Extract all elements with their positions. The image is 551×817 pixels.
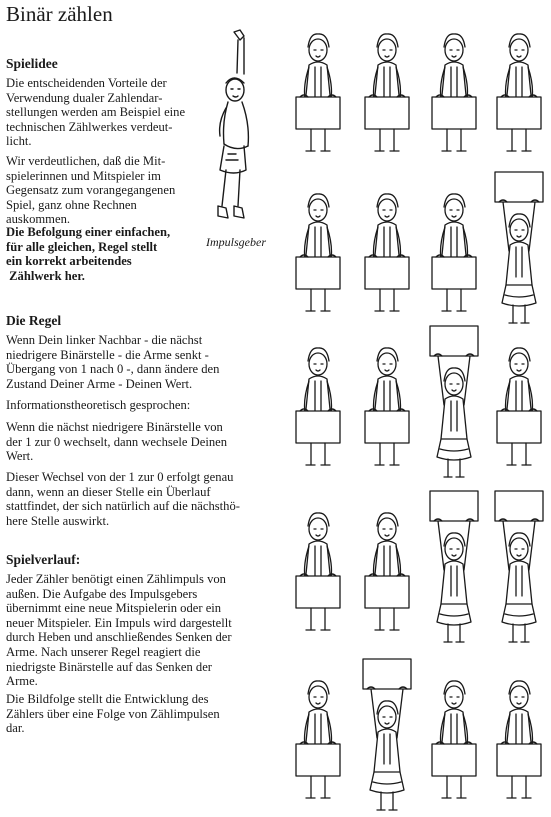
- text-line: technischen Zählwerkes verdeut-: [6, 119, 173, 134]
- spielidee-paragraph-3: [6, 225, 216, 283]
- counter-figure-arms-down: [489, 8, 549, 163]
- counter-figure-arms-down: [288, 8, 348, 163]
- text-line: Arme.: [6, 674, 38, 689]
- text-line: Wir verdeutlichen, daß die Mit-: [6, 154, 166, 168]
- text-line: der 1 zur 0 wechselt, dann wechsele Deinen: [6, 434, 227, 449]
- counter-figure-arms-raised: [424, 487, 484, 642]
- text-line: neuer Mitspieler. Ein Impuls wird dargestellt: [6, 615, 232, 630]
- counter-figure-arms-raised: [424, 322, 484, 477]
- text-line: auskommen.: [6, 212, 71, 227]
- regel-paragraph-1: [6, 333, 281, 391]
- text-line: niedrigste Binärstelle auf das Senken der: [6, 659, 212, 674]
- counter-figure-arms-down: [424, 8, 484, 163]
- text-line: Wenn die nächst niedrigere Binärstelle von: [6, 420, 223, 434]
- text-line: here Stelle auswirkt.: [6, 513, 110, 528]
- text-line: durch Heben und anschließendes Senken der: [6, 630, 232, 645]
- spielverlauf-paragraph-2: [6, 692, 281, 736]
- impulse-giver-label: Impulsgeber: [206, 235, 266, 249]
- text-line: Wert.: [6, 449, 34, 464]
- regel-paragraph-2: [6, 398, 281, 413]
- text-line: Wenn Dein linker Nachbar - die nächst: [6, 333, 203, 347]
- text-line: licht.: [6, 134, 32, 149]
- heading-spielidee: Spielidee: [6, 56, 58, 71]
- text-line: Die entscheidenden Vorteile der: [6, 76, 167, 90]
- text-line: stellungen werden am Beispiel eine: [6, 105, 186, 120]
- spielidee-paragraph-2: [6, 154, 206, 227]
- text-line: Die Befolgung einer einfachen,: [6, 225, 171, 239]
- text-line: Gegensatz zum vorangegangenen: [6, 183, 176, 198]
- counter-figure-arms-down: [357, 487, 417, 642]
- counter-figure-arms-down: [489, 322, 549, 477]
- spielverlauf-paragraph-1: [6, 572, 281, 689]
- heading-spielverlauf: Spielverlauf:: [6, 552, 81, 567]
- heading-regel: Die Regel: [6, 313, 62, 328]
- text-line: stattfindet, der sich natürlich auf die nächsthö-: [6, 499, 240, 514]
- counter-figure-arms-down: [424, 168, 484, 323]
- counter-figure-arms-down: [357, 8, 417, 163]
- text-line: Jeder Zähler benötigt einen Zählimpuls von: [6, 572, 226, 586]
- counter-figure-arms-down: [288, 487, 348, 642]
- impulse-giver-figure: [204, 28, 264, 233]
- text-line: dar.: [6, 721, 25, 736]
- counter-figure-arms-down: [288, 168, 348, 323]
- counter-figure-arms-raised: [489, 168, 549, 323]
- counter-figure-arms-down: [357, 322, 417, 477]
- text-line: Die Bildfolge stellt die Entwicklung des: [6, 692, 209, 706]
- text-line: Informationstheoretisch gesprochen:: [6, 398, 191, 412]
- page-title: Binär zählen: [6, 2, 113, 26]
- text-line: ein korrekt arbeitendes: [6, 254, 132, 269]
- text-line: spielerinnen und Mitspieler im: [6, 168, 161, 183]
- text-line: Zählwerk her.: [6, 268, 85, 283]
- regel-paragraph-3: [6, 420, 281, 464]
- text-line: Arme. Nach unserer Regel reagiert die: [6, 644, 201, 659]
- text-line: dann, wenn an dieser Stelle ein Überlauf: [6, 484, 211, 499]
- counter-figure-arms-down: [489, 655, 549, 810]
- counter-figure-arms-down: [424, 655, 484, 810]
- text-line: Zustand Deiner Arme - Deinen Wert.: [6, 376, 193, 391]
- counter-figure-arms-down: [357, 168, 417, 323]
- counter-figure-arms-raised: [357, 655, 417, 810]
- text-line: Spiel, ganz ohne Rechnen: [6, 197, 137, 212]
- counter-figure-arms-down: [288, 322, 348, 477]
- text-line: niedrigere Binärstelle - die Arme senkt -: [6, 347, 209, 362]
- counter-figure-arms-down: [288, 655, 348, 810]
- text-line: Übergang von 1 nach 0 -, dann ändere den: [6, 362, 220, 377]
- text-line: Dieser Wechsel von der 1 zur 0 erfolgt genau: [6, 470, 234, 484]
- text-line: Verwendung dualer Zahlendar-: [6, 90, 163, 105]
- regel-paragraph-4: [6, 470, 286, 528]
- text-line: außen. Die Aufgabe des Impulsgebers: [6, 586, 198, 601]
- spielidee-paragraph-1: [6, 76, 206, 149]
- text-line: übernimmt eine neue Mitspielerin oder ein: [6, 601, 222, 616]
- counter-figure-arms-raised: [489, 487, 549, 642]
- text-line: für alle gleichen, Regel stellt: [6, 239, 158, 254]
- text-line: Zählers über eine Folge von Zählimpulsen: [6, 706, 220, 721]
